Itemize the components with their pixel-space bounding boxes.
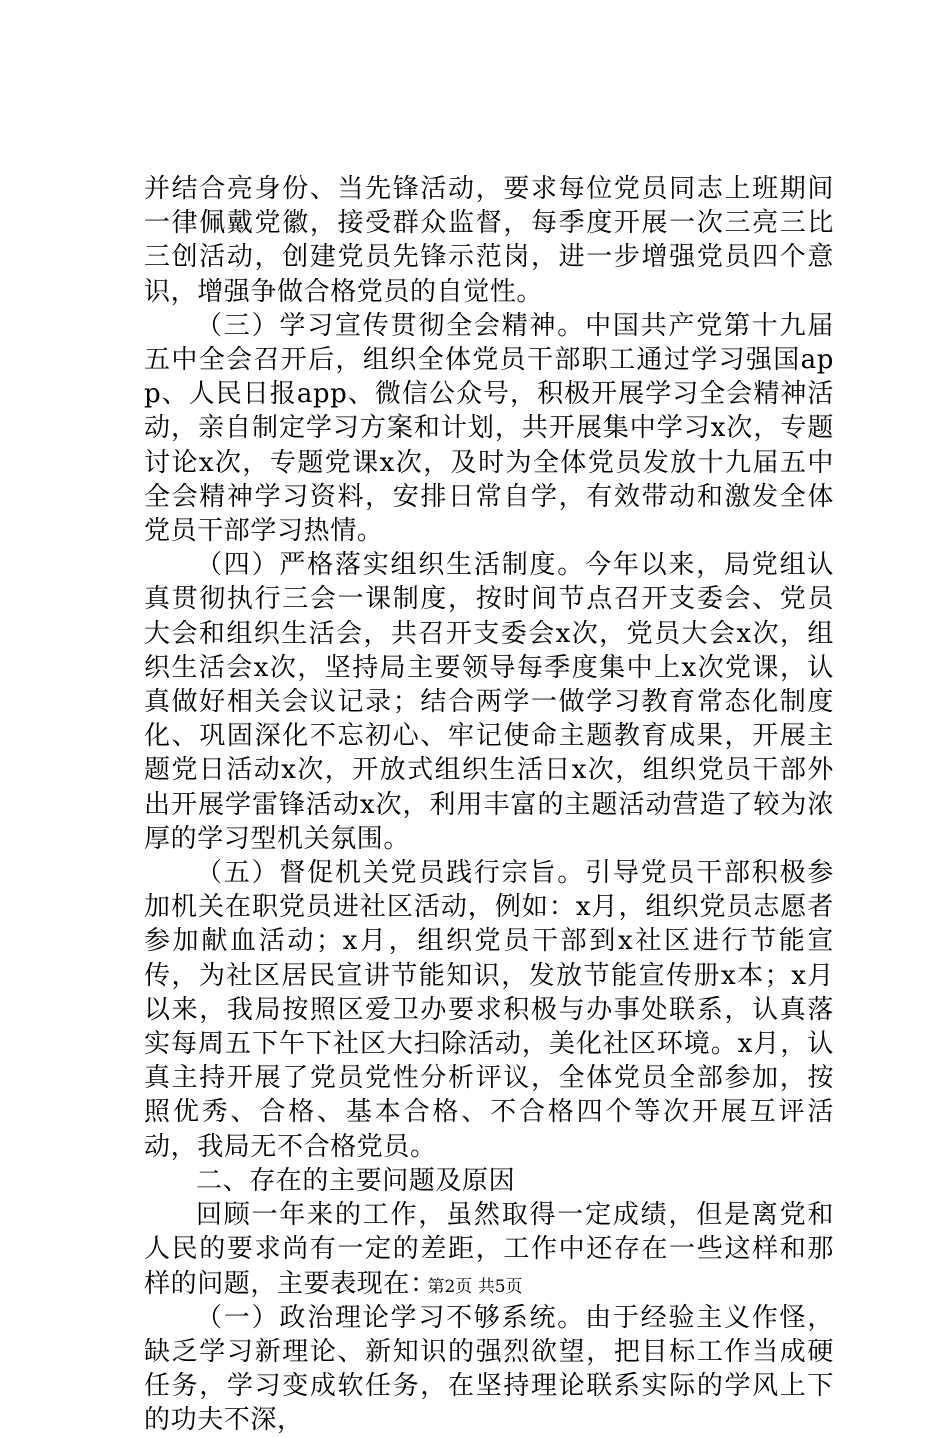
page-footer — [0, 1276, 950, 1298]
paragraph-1: 并结合亮身份、当先锋活动，要求每位党员同志上班期间一律佩戴党徽，接受群众监督，每季度开展一次三亮三比三创活动，创建党员先锋示范岗，进一步增强党员四个意识，增强争做合格党员的自觉性。 — [144, 174, 834, 307]
paragraph-7: （一）政治理论学习不够系统。由于经验主义作怪，缺乏学习新理论、新知识的强烈欲望，把目标工作当成硬任务，学习变成软任务，在坚持理论联系实际的学风上下的功夫不深， — [144, 1302, 834, 1436]
paragraph-4: （五）督促机关党员践行宗旨。引导党员干部积极参加机关在职党员进社区活动，例如：x月，组织党员志愿者参加献血活动；x月，组织党员干部到x社区进行节能宣传，为社区居民宣讲节能知识，发放节能宣传册x本；x月以来，我局按照区爱卫办要求积极与办事处联系，认真落实每周五下午下社区大扫除活动，美化社区环境。x月，认真主持开展了党员党性分析评议，全体党员全部参加，按照优秀、合格、基本合格、不合格四个等次开展互评活动，我局无不合格党员。 — [144, 858, 834, 1162]
section-heading: 二、存在的主要问题及原因 — [196, 1165, 516, 1196]
document-body — [144, 172, 834, 1438]
paragraph-2: （三）学习宣传贯彻全会精神。中国共产党第十九届五中全会召开后，组织全体党员干部职工通过学习强国app、人民日报app、微信公众号，积极开展学习全会精神活动，亲自制定学习方案和计划，共开展集中学习x次，专题讨论x次，专题党课x次，及时为全体党员发放十九届五中全会精神学习资料，安排日常自学，有效带动和激发全体党员干部学习热情。 — [144, 310, 834, 547]
paragraph-6: 回顾一年来的工作，虽然取得一定成绩，但是离党和人民的要求尚有一定的差距，工作中还存在一些这样和那样的问题，主要表现在： — [144, 1200, 834, 1299]
paragraph-3: （四）严格落实组织生活制度。今年以来，局党组认真贯彻执行三会一课制度，按时间节点召开支委会、党员大会和组织生活会，共召开支委会x次，党员大会x次，组织生活会x次，坚持局主要领导每季度集中上x次党课，认真做好相关会议记录；结合两学一做学习教育常态化制度化、巩固深化不忘初心、牢记使命主题教育成果，开展主题党日活动x次，开放式组织生活日x次，组织党员干部外出开展学雷锋活动x次，利用丰富的主题活动营造了较为浓厚的学习型机关氛围。 — [144, 550, 834, 854]
page-number: 第2页 共5页 — [427, 1277, 523, 1297]
